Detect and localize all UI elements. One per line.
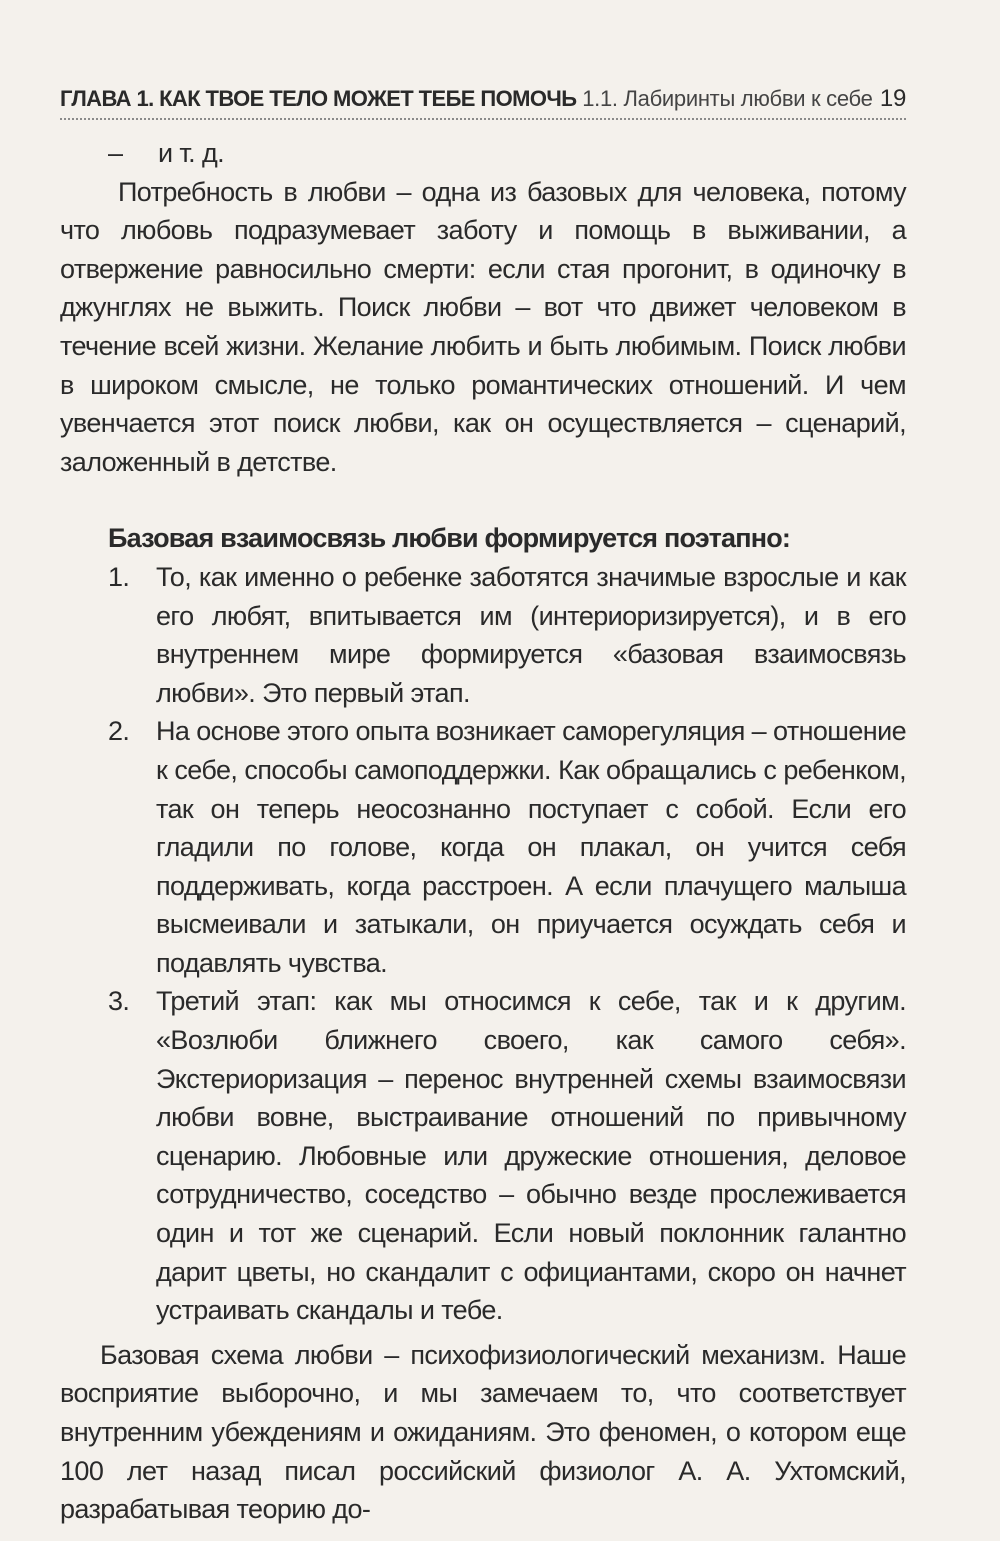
- list-item: [60, 558, 906, 712]
- list-item: [60, 982, 906, 1329]
- list-item-number: 1.: [108, 561, 130, 592]
- running-head: [60, 82, 906, 116]
- list-item-text: То, как именно о ребенке заботятся значимые взрослые и как его любят, впитывается им (интериоризируется), и в его внутреннем мире формируется «базовая взаимосвязь любви». Это первый этап.: [156, 561, 906, 708]
- header-divider: [60, 118, 906, 120]
- dash-list-item-text: и т. д.: [158, 138, 225, 168]
- list-item-number: 3.: [108, 986, 130, 1017]
- stages-list: [60, 558, 906, 1330]
- page-number: 19: [879, 85, 906, 112]
- list-item-text: На основе этого опыта возникает саморегуляция – отношение к себе, способы самоподдержки. Как обращались с ребенком, так он теперь неосознанно поступает с собой. Если его гладили по голове, когда он плакал, он учится себя поддерживать, когда расстроен. А если плачущего малыша высмеивали и затыкали, он приучается осуждать себя и подавлять чувства.: [156, 716, 906, 978]
- paragraph-need-for-love: Потребность в любви – одна из базовых для человека, потому что любовь подразумевает заботу и помощь в выживании, а отвержение равносильно смерти: если стая прогонит, в одиночку в джунглях не выжить. Поиск любви – вот что движет человеком в течение всей жизни. Желание любить и быть любимым. Поиск любви в широком смысле, не только романтических отношений. И чем увенчается этот поиск любви, как он осуществляется – сценарий, заложенный в детстве.: [60, 176, 906, 477]
- section-subheading: Базовая взаимосвязь любви формируется поэтапно:: [108, 523, 791, 554]
- dash-marker: –: [108, 138, 123, 168]
- section-title: 1.1. Лабиринты любви к себе: [582, 86, 873, 111]
- list-item-number: 2.: [108, 716, 130, 747]
- dash-list-item: [60, 134, 906, 173]
- chapter-title: ГЛАВА 1. КАК ТВОЕ ТЕЛО МОЖЕТ ТЕБЕ ПОМОЧЬ: [60, 86, 577, 111]
- list-item-text: Третий этап: как мы относимся к себе, так и к другим. «Возлюби ближнего своего, как самого себя». Экстериоризация – перенос внутренней схемы взаимосвязи любви вовне, выстраивание отношений по привычному сценарию. Любовные или дружеские отношения, деловое сотрудничество, соседство – обычно везде прослеживается один и тот же сценарий. Если новый поклонник галантно дарит цветы, но скандалит с официантами, скоро он начнет устраивать скандалы и тебе.: [156, 986, 906, 1326]
- main-text: [60, 134, 906, 1529]
- list-item: [60, 712, 906, 982]
- paragraph-basic-scheme: Базовая схема любви – психофизиологический механизм. Наше восприятие выборочно, и мы замечаем то, что соответствует внутренним убеждениям и ожиданиям. Это феномен, о котором еще 100 лет назад писал российский физиолог А. А. Ухтомский, разрабатывая теорию до-: [60, 1339, 906, 1525]
